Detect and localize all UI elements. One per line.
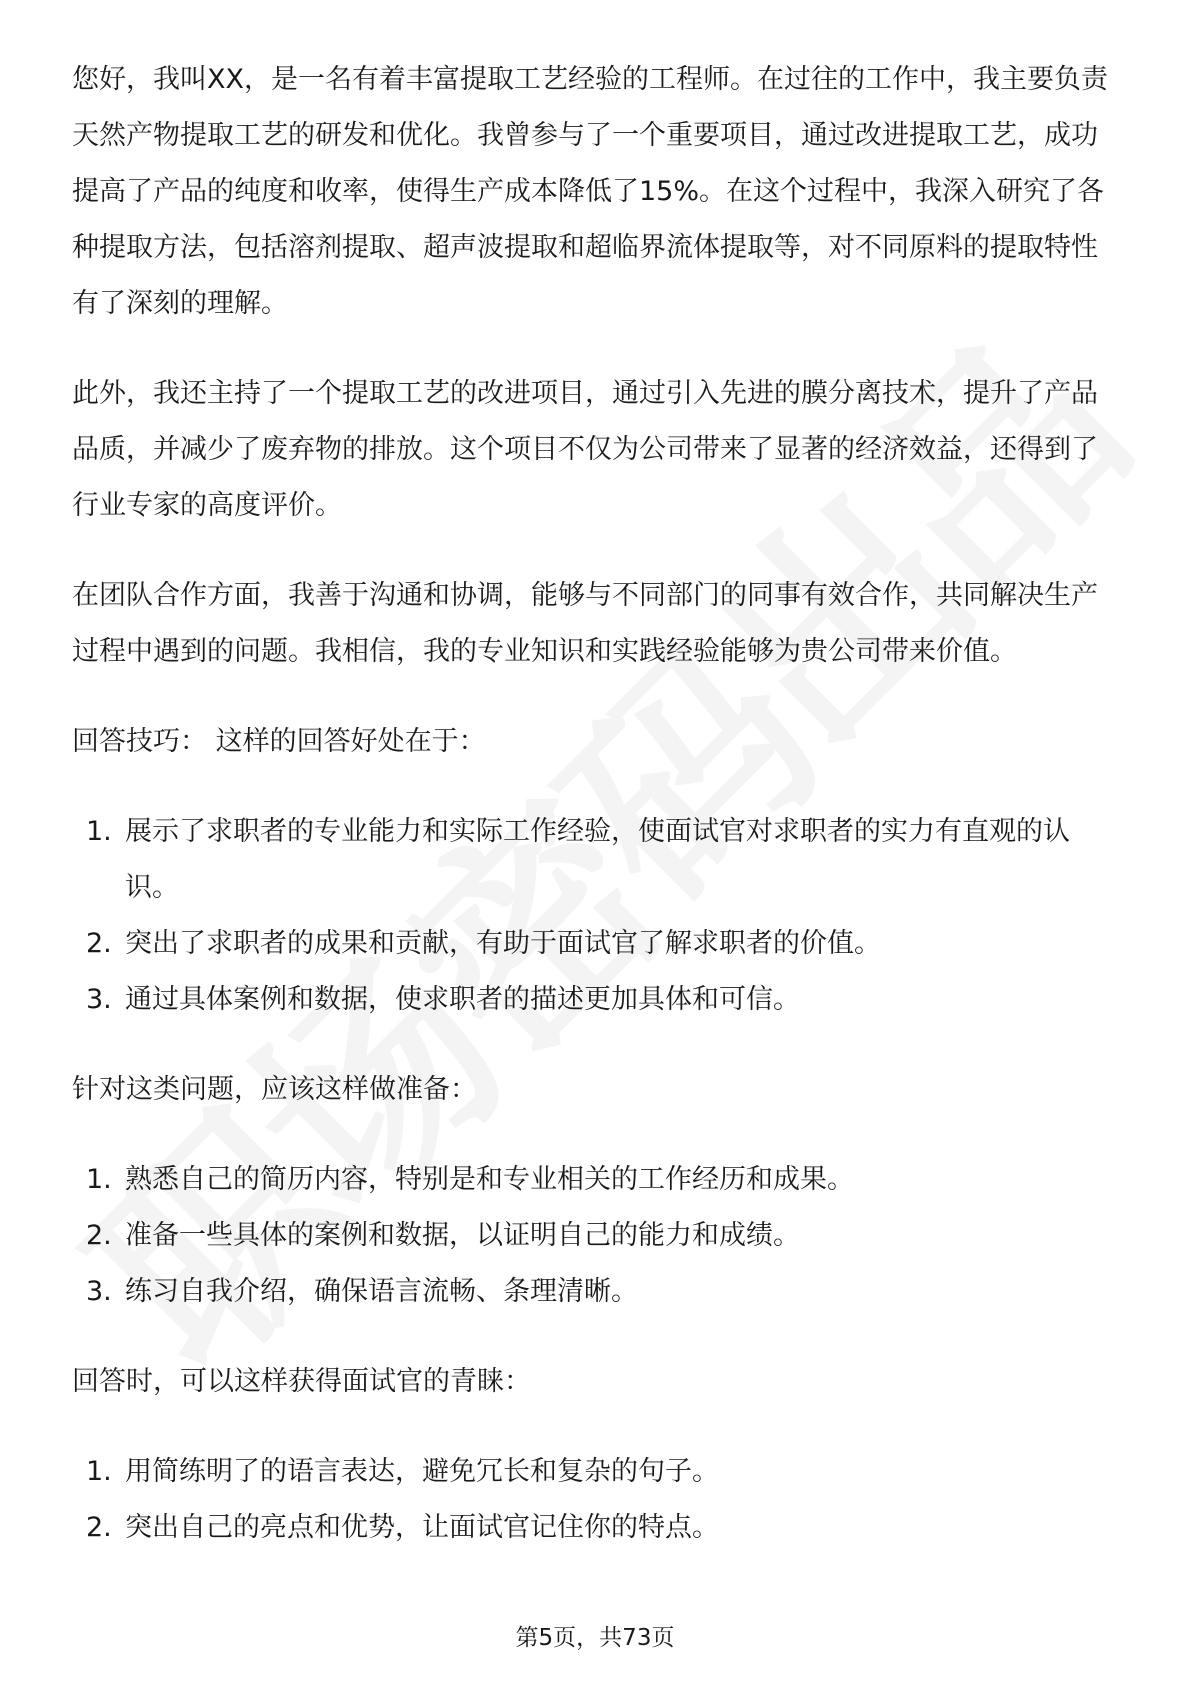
- list-item: [72, 1500, 1122, 1556]
- section-heading-preparation: 针对这类问题，应该这样做准备：: [72, 1074, 477, 1105]
- list-number: 3.: [86, 984, 112, 1015]
- list-text: 熟悉自己的简历内容，特别是和专业相关的工作经历和成果。: [125, 1164, 854, 1195]
- section-heading-impress: 回答时，可以这样获得面试官的青睐：: [72, 1366, 531, 1397]
- document-body: [72, 52, 1122, 1590]
- list-item: [72, 1264, 1122, 1320]
- list-number: 1.: [86, 1456, 112, 1487]
- impress-list: [72, 1444, 1122, 1556]
- list-number: 1.: [86, 816, 112, 847]
- preparation-list: [72, 1152, 1122, 1320]
- list-item: [72, 972, 1122, 1028]
- section-heading-tips: 回答技巧： 这样的回答好处在于：: [72, 726, 486, 757]
- paragraph-teamwork: 在团队合作方面，我善于沟通和协调，能够与不同部门的同事有效合作，共同解决生产过程中遇到的问题。我相信，我的专业知识和实践经验能够为贵公司带来价值。: [72, 580, 1098, 667]
- list-text: 用简练明了的语言表达，避免冗长和复杂的句子。: [125, 1456, 719, 1487]
- list-text: 练习自我介绍，确保语言流畅、条理清晰。: [125, 1276, 638, 1307]
- list-item: [72, 1208, 1122, 1264]
- list-item: [72, 916, 1122, 972]
- paragraph-intro: 您好，我叫XX，是一名有着丰富提取工艺经验的工程师。在过往的工作中，我主要负责天然产物提取工艺的研发和优化。我曾参与了一个重要项目，通过改进提取工艺，成功提高了产品的纯度和收率，使得生产成本降低了15%。在这个过程中，我深入研究了各种提取方法，包括溶剂提取、超声波提取和超临界流体提取等，对不同原料的提取特性有了深刻的理解。: [72, 64, 1108, 319]
- list-item: [72, 804, 1122, 916]
- list-item: [72, 1152, 1122, 1208]
- list-text: 突出自己的亮点和优势，让面试官记住你的特点。: [125, 1512, 719, 1543]
- list-text: 突出了求职者的成果和贡献，有助于面试官了解求职者的价值。: [125, 928, 881, 959]
- list-number: 2.: [86, 1512, 112, 1543]
- list-number: 2.: [86, 928, 112, 959]
- page-footer: 第5页，共73页: [515, 1625, 675, 1651]
- list-text: 通过具体案例和数据，使求职者的描述更加具体和可信。: [125, 984, 800, 1015]
- list-text: 展示了求职者的专业能力和实际工作经验，使面试官对求职者的实力有直观的认识。: [125, 816, 1070, 903]
- list-number: 3.: [86, 1276, 112, 1307]
- list-item: [72, 1444, 1122, 1500]
- list-text: 准备一些具体的案例和数据，以证明自己的能力和成绩。: [125, 1220, 800, 1251]
- list-number: 1.: [86, 1164, 112, 1195]
- paragraph-project: 此外，我还主持了一个提取工艺的改进项目，通过引入先进的膜分离技术，提升了产品品质，并减少了废弃物的排放。这个项目不仅为公司带来了显著的经济效益，还得到了行业专家的高度评价。: [72, 378, 1098, 521]
- list-number: 2.: [86, 1220, 112, 1251]
- tips-list: [72, 804, 1122, 1028]
